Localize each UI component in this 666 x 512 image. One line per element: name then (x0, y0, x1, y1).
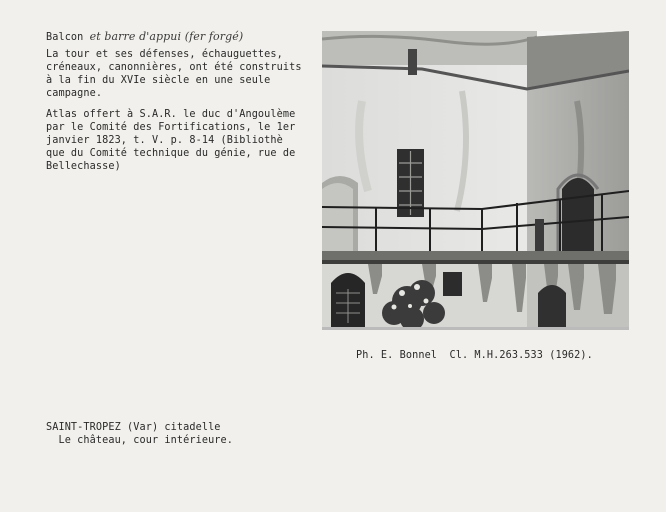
caption-line: SAINT-TROPEZ (Var) citadelle (46, 422, 221, 433)
atlas-line: Bellechasse) (46, 161, 121, 172)
description-block (46, 48, 302, 100)
description-line: créneaux, canonnières, ont été construits (46, 62, 302, 73)
description-line: campagne. (46, 88, 103, 99)
record-heading (46, 30, 243, 44)
description-line: à la fin du XVIe siècle en une seule (46, 75, 271, 86)
location-caption (46, 421, 233, 447)
heading-typed: Balcon (46, 32, 84, 43)
atlas-line: Atlas offert à S.A.R. le duc d'Angoulème (46, 109, 296, 120)
atlas-reference-block (46, 108, 295, 173)
photograph-rendering (322, 31, 629, 330)
caption-line: Le château, cour intérieure. (46, 435, 234, 446)
courtyard-photograph (322, 31, 629, 330)
description-line: La tour et ses défenses, échauguettes, (46, 49, 283, 60)
atlas-line: par le Comité des Fortifications, le 1er (46, 122, 296, 133)
heading-handwritten-annotation: et barre d'appui (fer forgé) (89, 30, 244, 43)
atlas-line: janvier 1823, t. V. p. 8-14 (Bibliothè (46, 135, 283, 146)
photo-credit: Ph. E. Bonnel Cl. M.H.263.533 (1962). (356, 350, 593, 361)
atlas-line: que du Comité technique du génie, rue de (46, 148, 296, 159)
